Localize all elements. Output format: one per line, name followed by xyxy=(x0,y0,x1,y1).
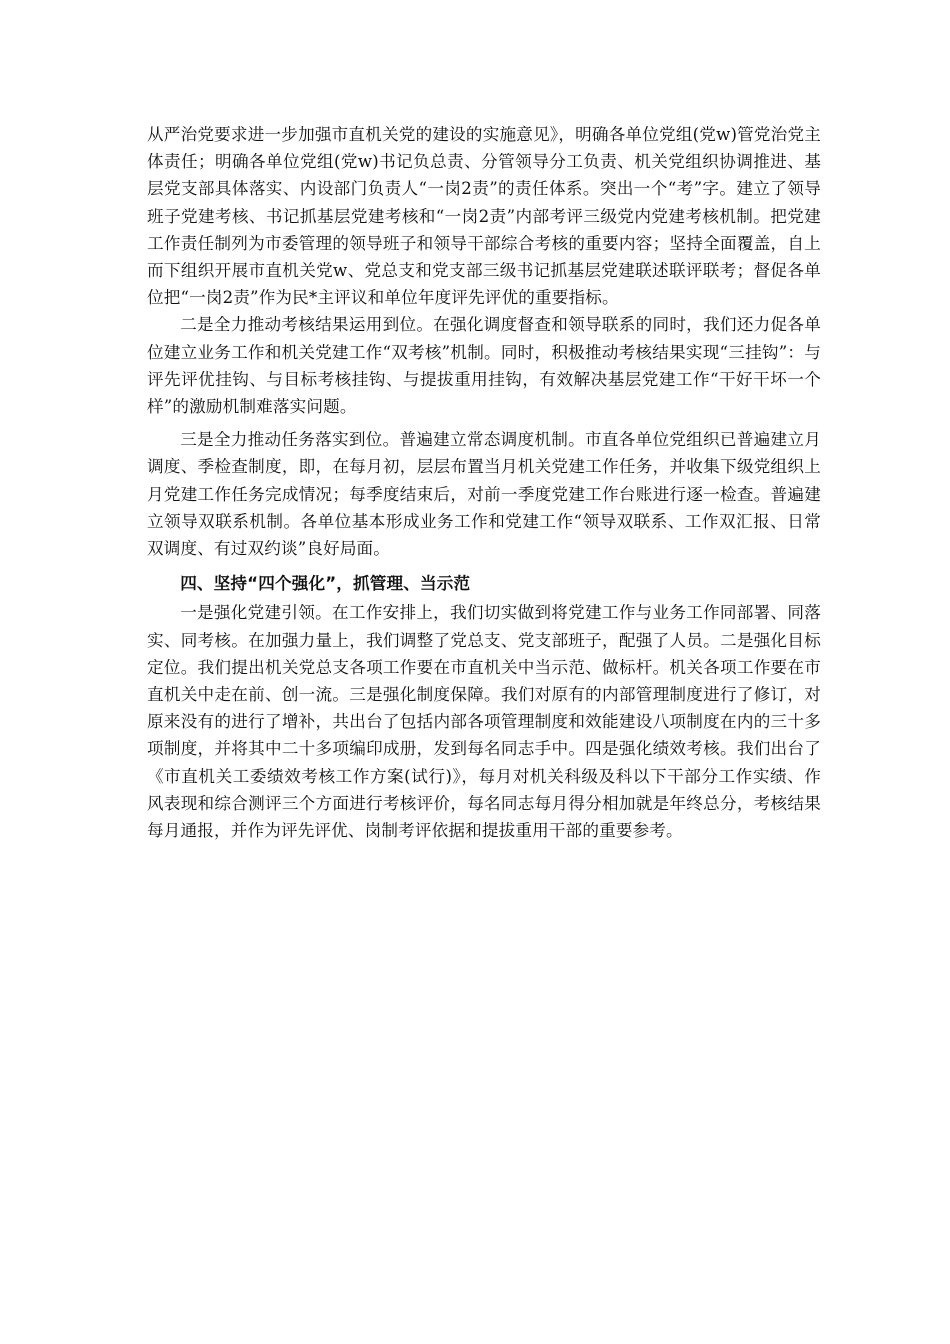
paragraph-four-strengthenings: 一是强化党建引领。在工作安排上，我们切实做到将党建工作与业务工作同部署、同落实、同考核。在加强力量上，我们调整了党总支、党支部班子，配强了人员。二是强化目标定位。我们提出机关党总支各项工作要在市直机关中当示范、做标杆。机关各项工作要在市直机关中走在前、创一流。三是强化制度保障。我们对原有的内部管理制度进行了修订，对原来没有的进行了增补，共出台了包括内部各项管理制度和效能建设八项制度在内的三十多项制度，并将其中二十多项编印成册，发到每名同志手中。四是强化绩效考核。我们出台了《市直机关工委绩效考核工作方案(试行)》，每月对机关科级及科以下干部分工作实绩、作风表现和综合测评三个方面进行考核评价，每名同志每月得分相加就是年终总分，考核结果每月通报，并作为评先评优、岗制考评依据和提拔重用干部的重要参考。 xyxy=(147,603,821,841)
section-heading-four: 四、坚持“四个强化”，抓管理、当示范 xyxy=(180,574,471,594)
document-page xyxy=(147,121,821,844)
paragraph-assessment-results: 二是全力推动考核结果运用到位。在强化调度督查和领导联系的同时，我们还力促各单位建立业务工作和机关党建工作“双考核”机制。同时，积极推动考核结果实现“三挂钩”：与评先评优挂钩、与目标考核挂钩、与提拔重用挂钩，有效解决基层党建工作“干好干坏一个样”的激励机制难落实问题。 xyxy=(147,315,821,417)
paragraph-task-implementation: 三是全力推动任务落实到位。普遍建立常态调度机制。市直各单位党组织已普遍建立月调度、季检查制度，即，在每月初，层层布置当月机关党建工作任务，并收集下级党组织上月党建工作任务完成情况；每季度结束后，对前一季度党建工作台账进行逐一检查。普遍建立领导双联系机制。各单位基本形成业务工作和党建工作“领导双联系、工作双汇报、日常双调度、有过双约谈”良好局面。 xyxy=(147,430,821,559)
paragraph-continuation: 从严治党要求进一步加强市直机关党的建设的实施意见》，明确各单位党组(党w)管党治党主体责任；明确各单位党组(党w)书记负总责、分管领导分工负责、机关党组织协调推进、基层党支部具体落实、内设部门负责人“一岗2责”的责任体系。突出一个“考”字。建立了领导班子党建考核、书记抓基层党建考核和“一岗2责”内部考评三级党内党建考核机制。把党建工作责任制列为市委管理的领导班子和领导干部综合考核的重要内容；坚持全面覆盖，自上而下组织开展市直机关党w、党总支和党支部三级书记抓基层党建联述联评联考；督促各单位把“一岗2责”作为民*主评议和单位年度评先评优的重要指标。 xyxy=(147,125,821,308)
